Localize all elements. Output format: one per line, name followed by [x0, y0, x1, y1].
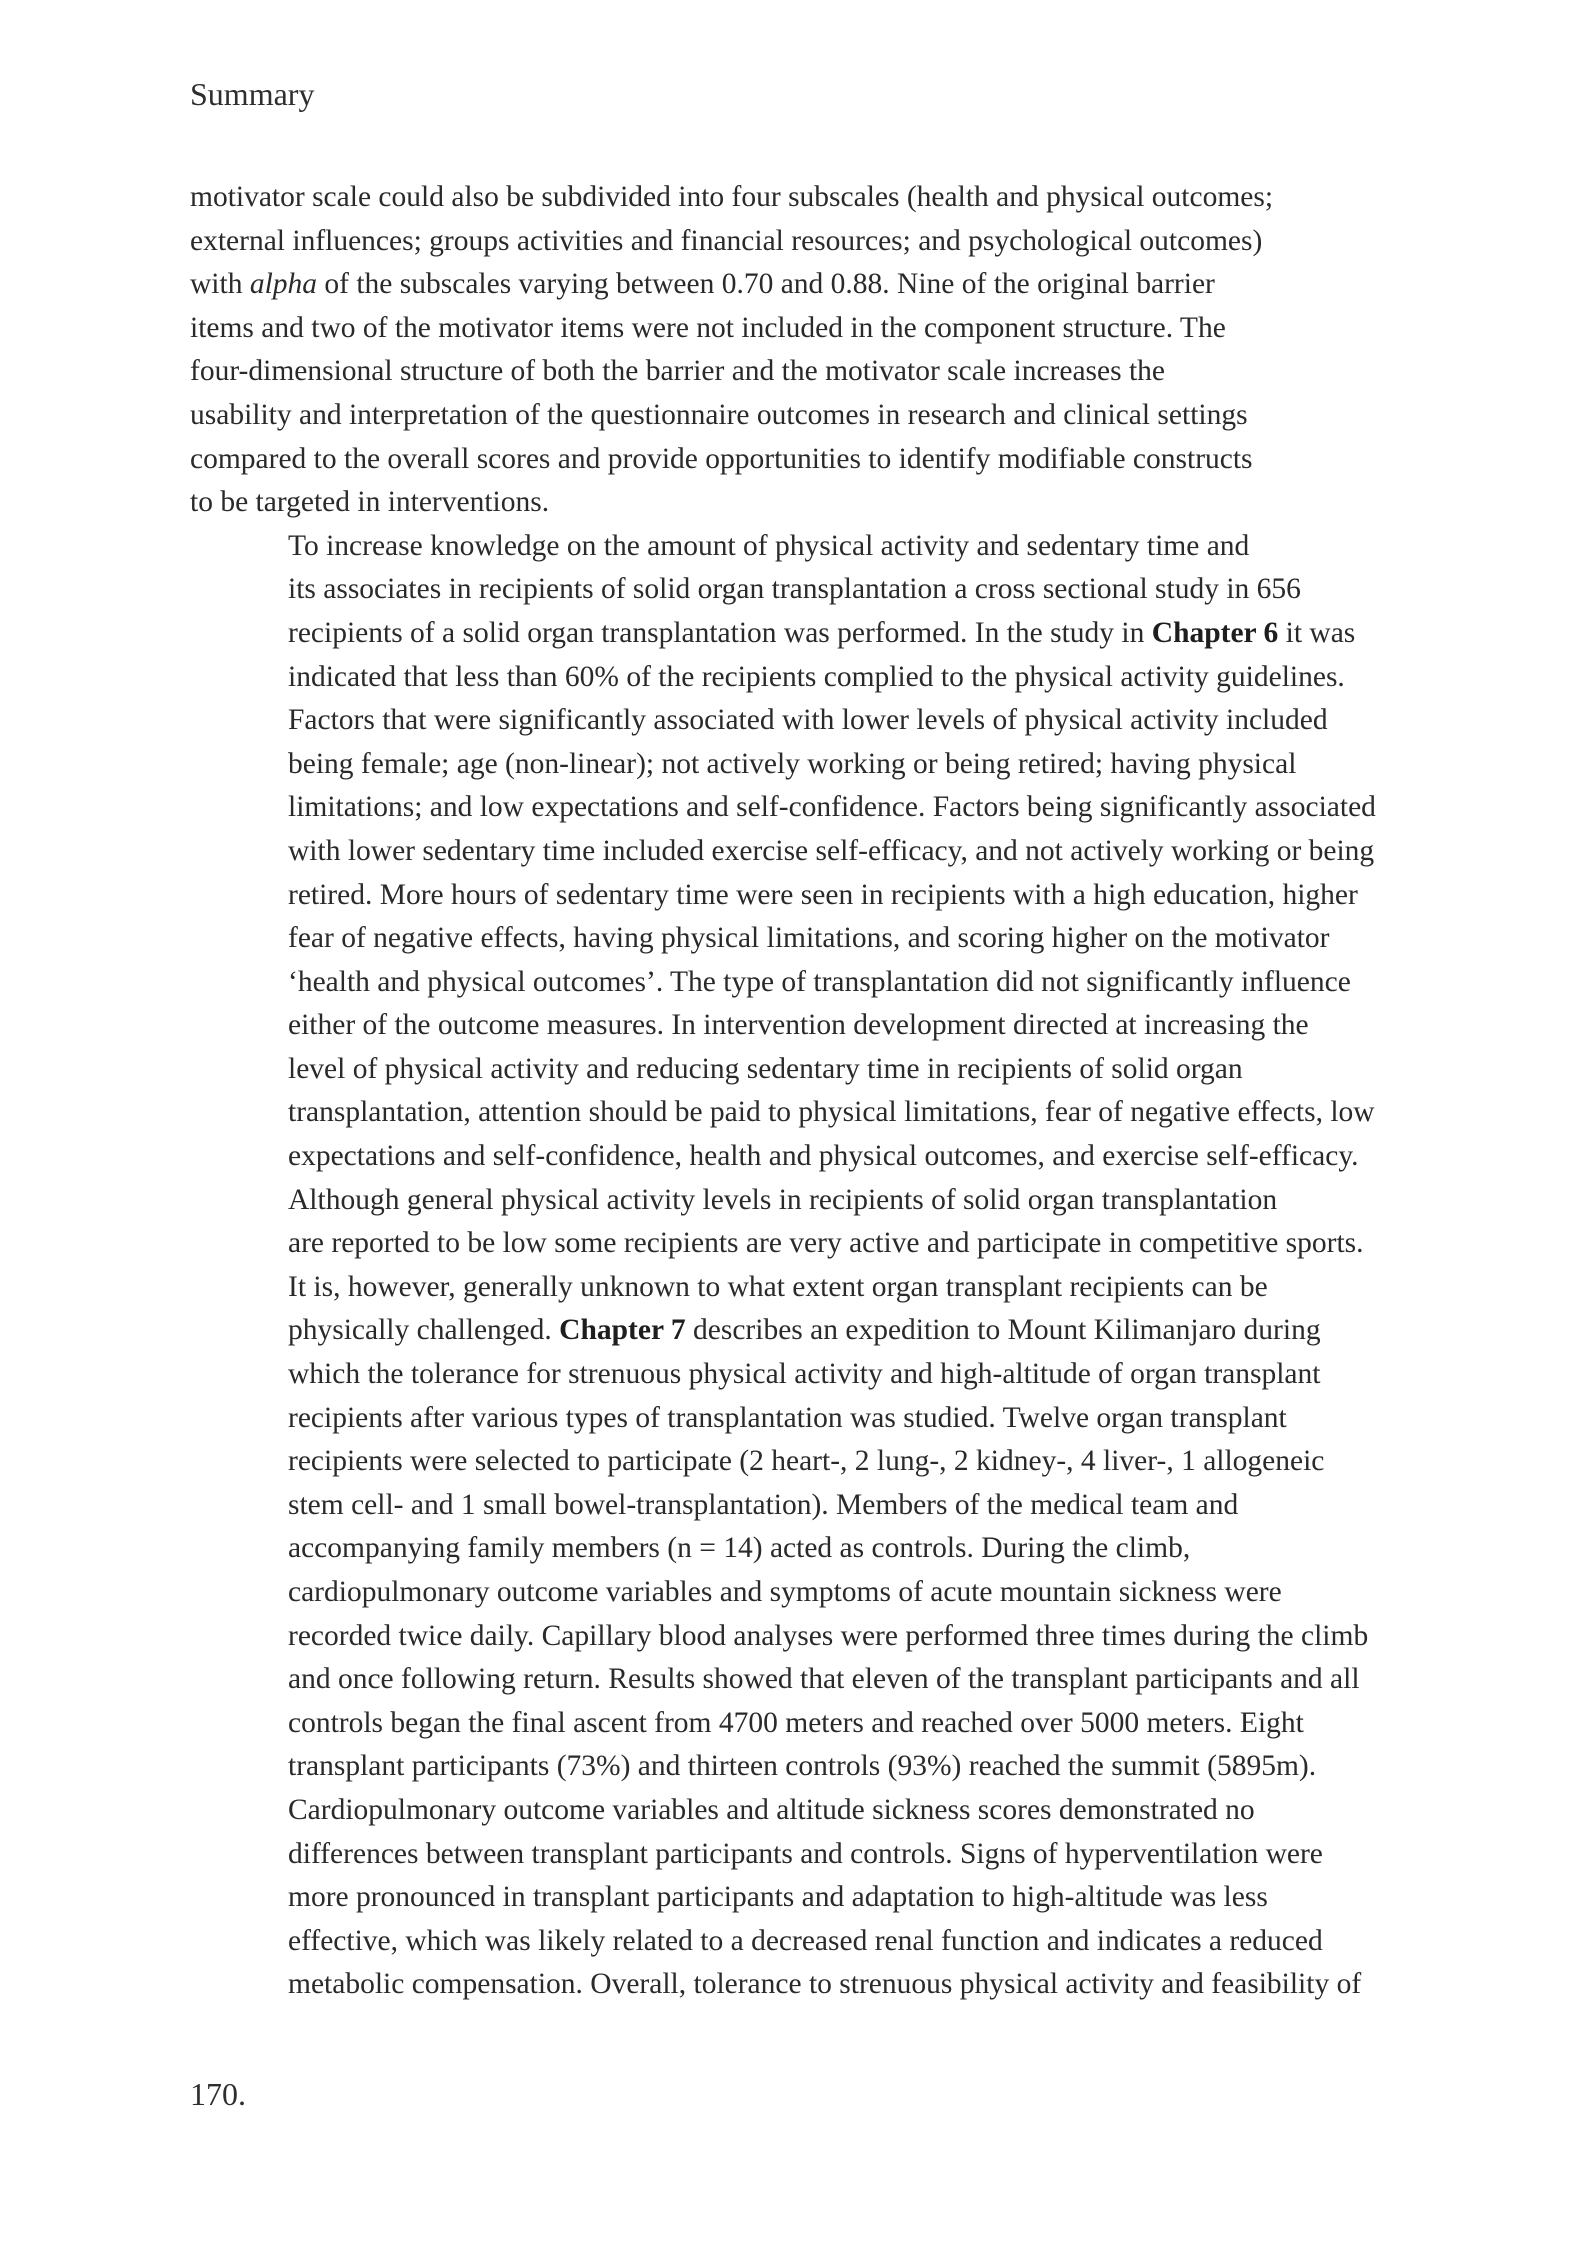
text-line: its associates in recipients of solid organ transplantation a cross sectional study in 656	[288, 573, 1301, 606]
text-line: stem cell- and 1 small bowel-transplantation). Members of the medical team and	[288, 1488, 1239, 1521]
body-text	[190, 176, 1420, 2007]
text-line: are reported to be low some recipients are very active and participate in competitive sports.	[288, 1227, 1364, 1260]
text-line: four-dimensional structure of both the barrier and the motivator scale increases the	[190, 355, 1166, 388]
text-line: fear of negative effects, having physical limitations, and scoring higher on the motivator	[288, 922, 1330, 955]
running-head: Summary	[190, 76, 315, 112]
text-line: either of the outcome measures. In intervention development directed at increasing the	[288, 1009, 1309, 1042]
text-run: describes an expedition to Mount Kilimanjaro during	[685, 1314, 1321, 1347]
text-line: recipients were selected to participate (2 heart-, 2 lung-, 2 kidney-, 4 liver-, 1 allogeneic	[288, 1445, 1325, 1478]
chapter-reference: Chapter 6	[1151, 616, 1279, 649]
text-line: usability and interpretation of the questionnaire outcomes in research and clinical settings	[190, 398, 1248, 431]
text-line: items and two of the motivator items were not included in the component structure. The	[190, 311, 1226, 344]
text-line: transplantation, attention should be paid to physical limitations, fear of negative effects, low	[288, 1096, 1375, 1129]
text-line: effective, which was likely related to a decreased renal function and indicates a reduced	[288, 1924, 1323, 1957]
text-line: retired. More hours of sedentary time were seen in recipients with a high education, higher	[288, 878, 1358, 911]
text-line: with lower sedentary time included exercise self-efficacy, and not actively working or being	[288, 834, 1375, 867]
text-line: expectations and self-confidence, health and physical outcomes, and exercise self-efficacy.	[288, 1140, 1359, 1173]
text-run: recipients of a solid organ transplantation was performed. In the study in	[288, 616, 1152, 649]
text-line: cardiopulmonary outcome variables and symptoms of acute mountain sickness were	[288, 1576, 1282, 1608]
paragraph-1	[190, 176, 1420, 525]
text-run: of the subscales varying between 0.70 and 0.88. Nine of the original barrier	[317, 268, 1215, 301]
text-run: it was	[1278, 616, 1356, 649]
text-line: level of physical activity and reducing sedentary time in recipients of solid organ	[288, 1052, 1243, 1085]
text-line: ‘health and physical outcomes’. The type of transplantation did not significantly influence	[288, 965, 1351, 998]
text-line: which the tolerance for strenuous physical activity and high-altitude of organ transplant	[288, 1358, 1321, 1391]
text-line	[190, 612, 1420, 656]
text-line: recorded twice daily. Capillary blood analyses were performed three times during the climb	[288, 1619, 1369, 1652]
paragraph-3	[190, 1179, 1420, 2007]
text-run: physically challenged.	[288, 1314, 560, 1347]
text-line: controls began the final ascent from 4700 meters and reached over 5000 meters. Eight	[288, 1706, 1304, 1739]
text-line: transplant participants (73%) and thirteen controls (93%) reached the summit (5895m).	[288, 1750, 1317, 1783]
paragraph-2	[190, 525, 1420, 1179]
text-line: limitations; and low expectations and self-confidence. Factors being significantly associated	[288, 791, 1376, 824]
text-line: motivator scale could also be subdivided into four subscales (health and physical outcomes;	[190, 181, 1274, 213]
text-run: with	[190, 268, 250, 301]
chapter-reference: Chapter 7	[559, 1314, 686, 1347]
text-line: Cardiopulmonary outcome variables and altitude sickness scores demonstrated no	[288, 1793, 1255, 1826]
text-line	[190, 1309, 1420, 1353]
italic-term: alpha	[249, 268, 318, 301]
text-line: and once following return. Results showed that eleven of the transplant participants and all	[288, 1663, 1360, 1696]
text-line: more pronounced in transplant participants and adaptation to high-altitude was less	[288, 1881, 1268, 1914]
text-line: Although general physical activity levels in recipients of solid organ transplantation	[288, 1183, 1278, 1216]
text-line: compared to the overall scores and provide opportunities to identify modifiable constructs	[190, 442, 1253, 475]
text-line: metabolic compensation. Overall, tolerance to strenuous physical activity and feasibility of	[288, 1968, 1362, 2001]
text-line: To increase knowledge on the amount of physical activity and sedentary time and	[288, 529, 1250, 562]
text-line: accompanying family members (n = 14) acted as controls. During the climb,	[288, 1532, 1191, 1565]
text-line: indicated that less than 60% of the recipients complied to the physical activity guidelines.	[288, 660, 1345, 693]
text-line: being female; age (non-linear); not actively working or being retired; having physical	[288, 747, 1297, 780]
text-line: recipients after various types of transplantation was studied. Twelve organ transplant	[288, 1401, 1287, 1434]
text-line: to be targeted in interventions.	[190, 486, 550, 519]
text-line: differences between transplant participants and controls. Signs of hyperventilation were	[288, 1837, 1323, 1870]
text-line: It is, however, generally unknown to what extent organ transplant recipients can be	[288, 1270, 1268, 1303]
text-line	[190, 263, 1420, 307]
text-line: external influences; groups activities and financial resources; and psychological outcomes)	[190, 224, 1263, 257]
text-line: Factors that were significantly associated with lower levels of physical activity included	[288, 704, 1328, 737]
page-number: 170.	[190, 2076, 246, 2112]
